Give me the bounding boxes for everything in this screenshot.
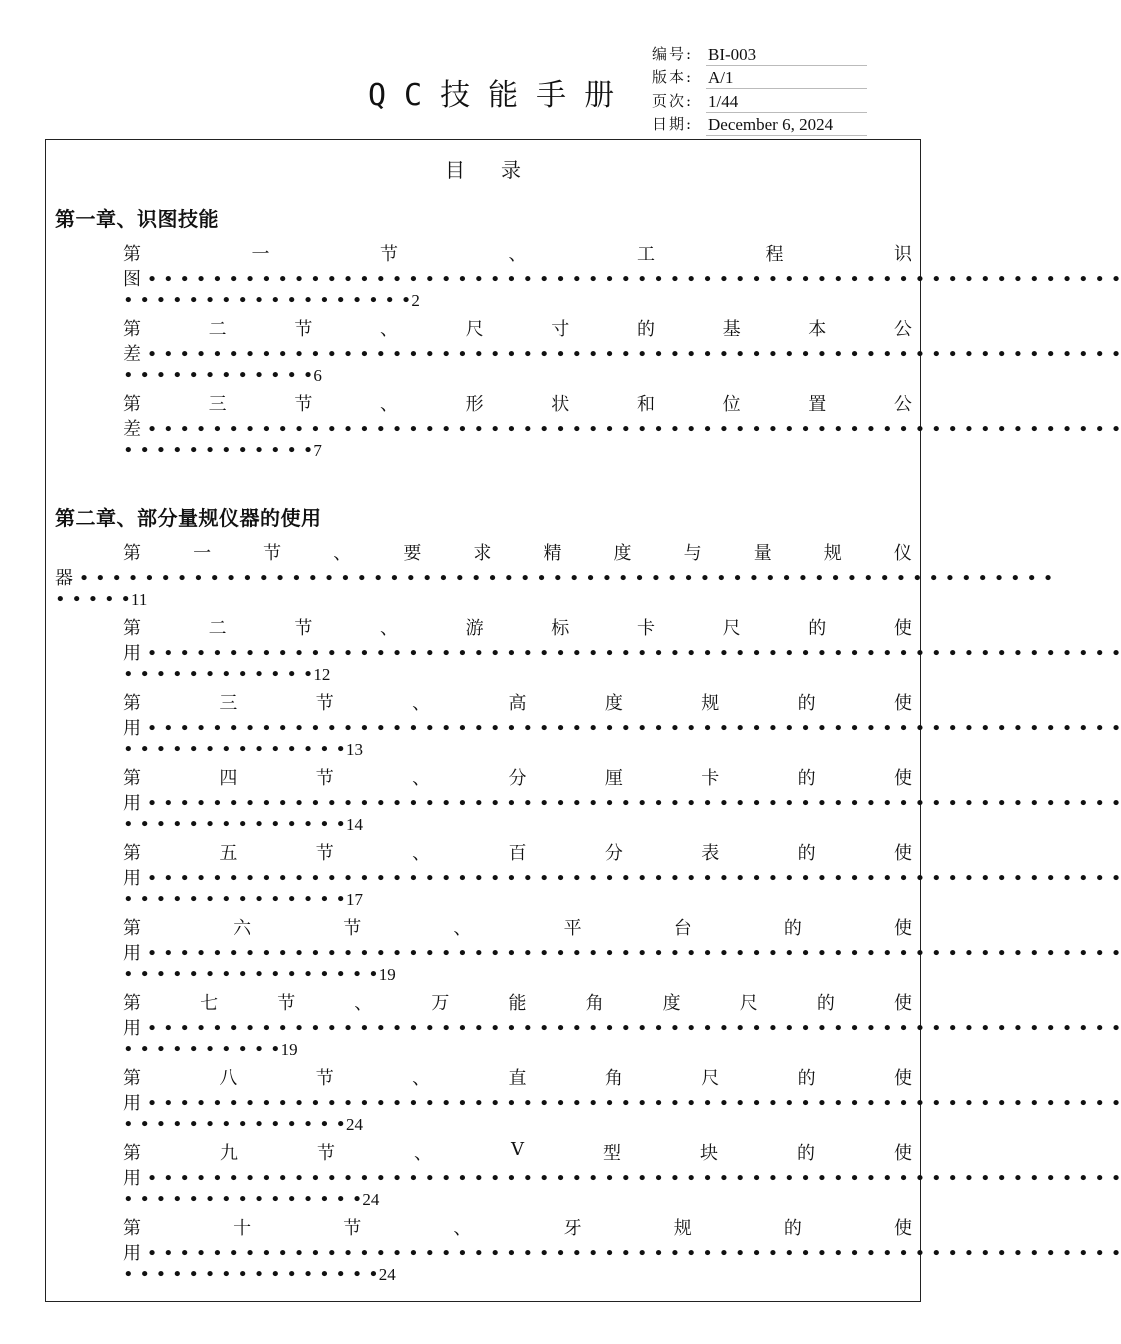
toc-entry-leader-end: • • • • • • • • • • • • • •17 — [123, 889, 364, 910]
toc-entry[interactable] — [123, 614, 1121, 689]
toc-entry[interactable] — [123, 914, 1121, 989]
toc-entry[interactable] — [123, 315, 1121, 390]
toc-page-number: 6 — [313, 366, 322, 385]
toc-page-number: 24 — [362, 1190, 380, 1209]
toc-entry-leader: 图 • • • • • • • • • • • • • • • • • • • • • • • • • • • • • • • • • • • • • • • • • • • • • • • • • • • • • • • • • • • • — [123, 269, 1121, 290]
toc-entry-title: 第 四 节 、 分 厘 卡 的 使 — [123, 768, 912, 789]
meta-row-number — [652, 42, 867, 66]
document-title: QC技能手册 — [368, 78, 633, 113]
toc-page-number: 13 — [346, 740, 364, 759]
toc-entry-title: 第 二 节 、 尺 寸 的 基 本 公 — [123, 319, 912, 340]
meta-value: BI-003 — [706, 45, 867, 66]
toc-page-number: 19 — [280, 1040, 298, 1059]
toc-entry-leader-end: • • • • • • • • • • • • • • • •24 — [123, 1264, 396, 1285]
toc-entry-leader-end: • • • • •11 — [55, 589, 148, 610]
toc-entry-leader: 差 • • • • • • • • • • • • • • • • • • • • • • • • • • • • • • • • • • • • • • • • • • • • • • • • • • • • • • • • • • • • — [123, 419, 1121, 440]
toc-entry-leader-end: • • • • • • • • • •19 — [123, 1039, 298, 1060]
toc-entry-leader: 器 • • • • • • • • • • • • • • • • • • • • • • • • • • • • • • • • • • • • • • • • • • • • • • • • • • • • • • • • • • • • — [55, 568, 1054, 589]
toc-entry-title: 第 六 节 、 平 台 的 使 — [123, 918, 912, 939]
toc-entry[interactable] — [55, 539, 1054, 614]
toc-entry-title: 第 八 节 、 直 角 尺 的 使 — [123, 1068, 912, 1089]
toc-page-number: 12 — [313, 665, 331, 684]
toc-entry-title: 第 一 节 、 要 求 精 度 与 量 规 仪 — [123, 543, 912, 564]
toc-entry-leader: 差 • • • • • • • • • • • • • • • • • • • • • • • • • • • • • • • • • • • • • • • • • • • • • • • • • • • • • • • • • • • • — [123, 344, 1121, 365]
table-of-contents — [45, 139, 1121, 1302]
toc-entry[interactable] — [123, 1139, 1121, 1214]
meta-value: December 6, 2024 — [706, 115, 867, 136]
chapter-title: 第一章、识图技能 — [55, 207, 219, 231]
toc-entry-leader: 用 • • • • • • • • • • • • • • • • • • • • • • • • • • • • • • • • • • • • • • • • • • • • • • • • • • • • • • • • • • • • — [123, 868, 1121, 889]
toc-page-number: 24 — [346, 1115, 364, 1134]
toc-entry-leader-end: • • • • • • • • • • • • • • •24 — [123, 1189, 380, 1210]
chapter-title: 第二章、部分量规仪器的使用 — [55, 506, 322, 530]
toc-entry-title: 第 三 节 、 高 度 规 的 使 — [123, 693, 912, 714]
toc-entry-title: 第 九 节 、 V 型 块 的 使 — [123, 1139, 912, 1164]
toc-entry[interactable] — [123, 240, 1121, 315]
meta-label: 页次: — [652, 91, 694, 110]
meta-label: 编号: — [652, 44, 694, 63]
meta-row-page — [652, 89, 867, 113]
toc-page-number: 7 — [313, 441, 322, 460]
toc-entry[interactable] — [123, 1214, 1121, 1289]
toc-entry[interactable] — [123, 839, 1121, 914]
toc-entry-leader: 用 • • • • • • • • • • • • • • • • • • • • • • • • • • • • • • • • • • • • • • • • • • • • • • • • • • • • • • • • • • • • — [123, 1243, 1121, 1264]
meta-row-date — [652, 113, 867, 137]
toc-entry-leader-end: • • • • • • • • • • • • • •24 — [123, 1114, 364, 1135]
toc-page-number: 2 — [411, 291, 420, 310]
toc-entry-title: 第 十 节 、 牙 规 的 使 — [123, 1218, 912, 1239]
toc-heading-char: 目 — [445, 158, 465, 182]
toc-entry-leader-end: • • • • • • • • • • • • • •14 — [123, 814, 364, 835]
meta-value: 1/44 — [706, 92, 867, 113]
meta-row-version — [652, 66, 867, 90]
toc-page-number: 19 — [378, 965, 396, 984]
meta-label: 日期: — [652, 115, 694, 133]
toc-entry-leader: 用 • • • • • • • • • • • • • • • • • • • • • • • • • • • • • • • • • • • • • • • • • • • • • • • • • • • • • • • • • • • • — [123, 943, 1121, 964]
toc-entry-leader-end: • • • • • • • • • • • • • •13 — [123, 739, 364, 760]
toc-entry[interactable] — [123, 989, 1121, 1064]
toc-heading-char: 录 — [501, 158, 521, 182]
toc-entry-title: 第 一 节 、 工 程 识 — [123, 244, 912, 265]
toc-entry[interactable] — [123, 390, 1121, 465]
document-meta-table — [652, 42, 867, 136]
toc-entry-title: 第 七 节 、 万 能 角 度 尺 的 使 — [123, 993, 912, 1014]
meta-label: 版本: — [652, 68, 694, 86]
toc-entry-leader: 用 • • • • • • • • • • • • • • • • • • • • • • • • • • • • • • • • • • • • • • • • • • • • • • • • • • • • • • • • • • • • — [123, 1168, 1121, 1189]
toc-entry-title: 第 五 节 、 百 分 表 的 使 — [123, 843, 912, 864]
toc-entry[interactable] — [123, 689, 1121, 764]
meta-value: A/1 — [706, 68, 867, 89]
toc-entry-leader-end: • • • • • • • • • • • • • • • •19 — [123, 964, 396, 985]
toc-entry[interactable] — [123, 1064, 1121, 1139]
toc-entry-leader-end: • • • • • • • • • • • •12 — [123, 664, 331, 685]
toc-page-number: 14 — [346, 815, 364, 834]
toc-heading — [46, 154, 920, 183]
toc-page-number: 17 — [346, 890, 364, 909]
toc-entry-leader-end: • • • • • • • • • • • • • • • • • •2 — [123, 290, 420, 311]
toc-entry-title: 第 二 节 、 游 标 卡 尺 的 使 — [123, 618, 912, 639]
toc-entry-title: 第 三 节 、 形 状 和 位 置 公 — [123, 394, 912, 415]
toc-entry[interactable] — [123, 764, 1121, 839]
toc-entry-leader: 用 • • • • • • • • • • • • • • • • • • • • • • • • • • • • • • • • • • • • • • • • • • • • • • • • • • • • • • • • • • • • — [123, 1018, 1121, 1039]
toc-entry-leader: 用 • • • • • • • • • • • • • • • • • • • • • • • • • • • • • • • • • • • • • • • • • • • • • • • • • • • • • • • • • • • • — [123, 1093, 1121, 1114]
toc-page-number: 11 — [130, 590, 148, 609]
toc-entry-leader-end: • • • • • • • • • • • •6 — [123, 365, 322, 386]
toc-entry-leader: 用 • • • • • • • • • • • • • • • • • • • • • • • • • • • • • • • • • • • • • • • • • • • • • • • • • • • • • • • • • • • • — [123, 643, 1121, 664]
toc-entry-leader-end: • • • • • • • • • • • •7 — [123, 440, 322, 461]
toc-page-number: 24 — [378, 1265, 396, 1284]
toc-entry-leader: 用 • • • • • • • • • • • • • • • • • • • • • • • • • • • • • • • • • • • • • • • • • • • • • • • • • • • • • • • • • • • • — [123, 718, 1121, 739]
toc-entry-leader: 用 • • • • • • • • • • • • • • • • • • • • • • • • • • • • • • • • • • • • • • • • • • • • • • • • • • • • • • • • • • • • — [123, 793, 1121, 814]
